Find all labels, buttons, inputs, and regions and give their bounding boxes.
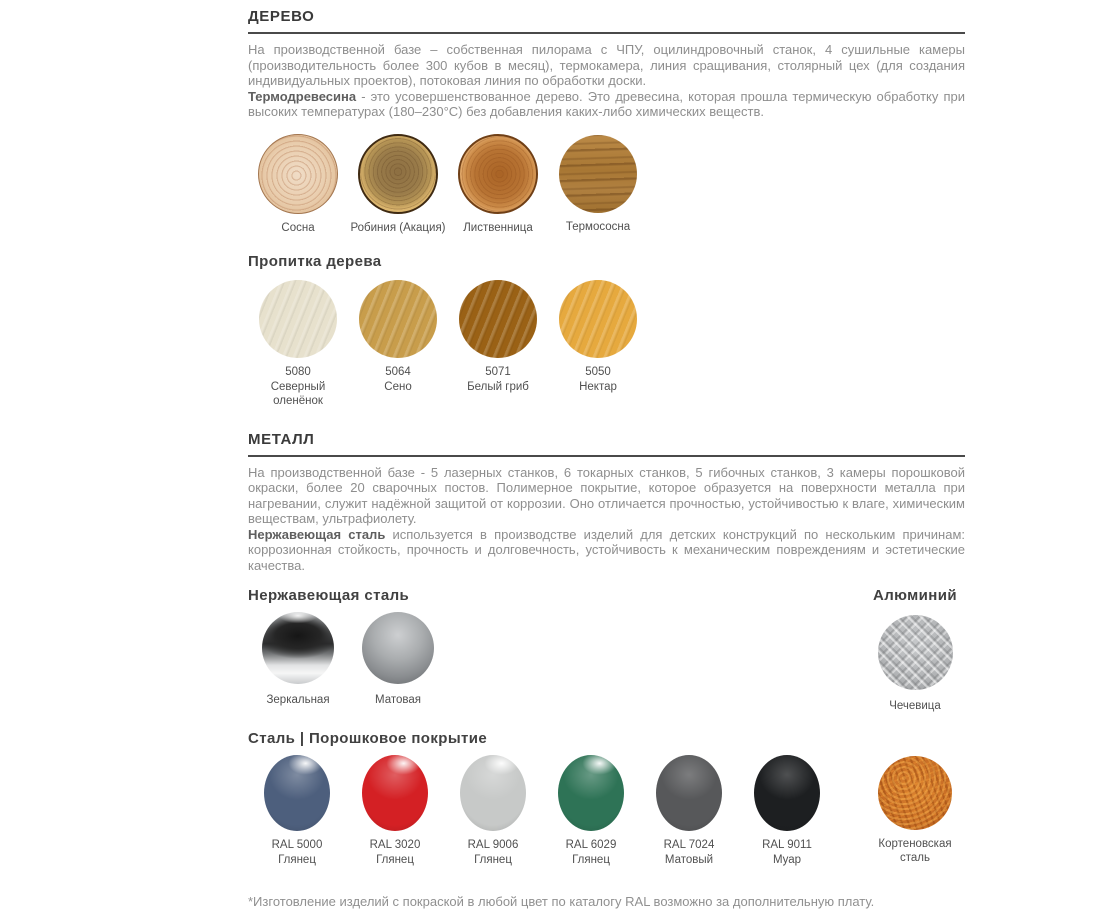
impregnation-color-disc (459, 280, 537, 358)
wood-sample-robinia (348, 134, 448, 236)
stainless-sample-label: Зеркальная (266, 694, 330, 707)
pine-cross-section-image (258, 134, 338, 214)
larch-cross-section-image (458, 134, 538, 214)
powder-coating-title: Сталь | Порошковое покрытие (248, 729, 488, 747)
stainless-sample-matte (348, 612, 448, 708)
metal-section-title: МЕТАЛЛ (248, 431, 965, 457)
powder-colors-row (248, 755, 965, 868)
catalog-page (248, 8, 965, 909)
impregnation-label: 5064 Сено (384, 366, 412, 394)
ral-color-sphere (264, 755, 330, 831)
wood-sample-label: Термососна (565, 220, 631, 233)
impregnation-swatch-5080 (248, 280, 348, 408)
corten-label: Кортеновская сталь (878, 837, 952, 864)
metal-intro-paragraph: На производственной базе - 5 лазерных станков, 6 токарных станков, 5 гибочных станков, 3 камеры порошковой окраски, более 20 сварочных постов. Полимерное покрытие, которое образуется на поверхности металла при нагревании, служит надёжной защитой от коррозии. Оно отличается прочностью, устойчивостью к влаге, химическим веществам, ультрафиолету. (248, 464, 965, 527)
ral-label: RAL 9006 Глянец (467, 838, 519, 866)
ral-color-sphere (362, 755, 428, 831)
wood-sample-label: Лиственница (463, 221, 533, 234)
impregnation-swatch-5050 (548, 280, 648, 395)
stainless-paragraph (248, 527, 965, 574)
matte-steel-sphere-image (362, 612, 434, 684)
impregnation-color-disc (359, 280, 437, 358)
aluminum-group (865, 587, 965, 714)
wood-species-row (248, 134, 965, 236)
ral-label: RAL 9011 Муар (762, 838, 812, 866)
stainless-lead-text: Нержавеющая сталь (248, 526, 386, 542)
ral-swatch-5000 (248, 755, 346, 868)
thermo-body-text: - это усовершенствованное дерево. Это древесина, которая прошла термическую обработку при высоких температурах (180–230°C) без добавления каких-либо химических веществ. (248, 88, 965, 119)
robinia-cross-section-image (358, 134, 438, 214)
stainless-sample-mirror (248, 612, 348, 708)
impregnation-swatch-5064 (348, 280, 448, 395)
wood-intro-paragraph: На производственной базе – собственная пилорама с ЧПУ, оцилиндровочный станок, 4 сушильные камеры (производительность более 300 кубов в месяц), термокамера, линия сращивания, столярный цех (для создания индивидуальных проектов), потоковая линия по обработки доски. (248, 42, 965, 88)
ral-swatch-6029 (542, 755, 640, 868)
ral-label: RAL 3020 Глянец (369, 838, 421, 866)
ral-label: RAL 5000 Глянец (271, 838, 323, 866)
wood-sample-thermopine (548, 134, 648, 235)
metal-section (248, 431, 965, 868)
aluminum-checkerplate-image (878, 615, 953, 690)
mirror-steel-sphere-image (262, 612, 334, 684)
wood-sample-pine (248, 134, 348, 236)
stainless-samples-row (248, 612, 448, 708)
ral-color-sphere (460, 755, 526, 831)
ral-color-sphere (656, 755, 722, 831)
wood-sample-label: Сосна (281, 221, 315, 234)
stainless-body-text: используется в производстве изделий для детских конструкций по нескольким причинам: коррозионная стойкость, прочность и долговечность, устойчивость к механическим повреждениям и эстетические качества. (248, 526, 965, 573)
ral-swatch-9006 (444, 755, 542, 868)
stainless-group (248, 587, 448, 708)
ral-color-sphere (754, 755, 820, 831)
aluminum-title: Алюминий (873, 587, 957, 605)
impregnation-label: 5071 Белый гриб (467, 366, 529, 394)
wood-section (248, 8, 965, 409)
wood-sample-larch (448, 134, 548, 236)
wood-sample-label: Робиния (Акация) (350, 221, 446, 234)
ral-label: RAL 7024 Матовый (663, 838, 715, 866)
impregnation-color-disc (259, 280, 337, 358)
ral-swatch-9011 (738, 755, 836, 868)
impregnation-row (248, 280, 965, 408)
ral-label: RAL 6029 Глянец (565, 838, 617, 866)
wood-thermo-paragraph (248, 89, 965, 120)
corten-steel-image (878, 756, 952, 830)
thermopine-texture-image (559, 135, 637, 213)
stainless-sample-label: Матовая (375, 694, 421, 707)
impregnation-label: 5080 Северный оленёнок (270, 366, 326, 407)
impregnation-color-disc (559, 280, 637, 358)
thermo-lead-text: Термодревесина (248, 88, 357, 104)
wood-section-title: ДЕРЕВО (248, 8, 965, 34)
ral-spheres-group (248, 755, 836, 868)
corten-steel-swatch (865, 755, 965, 866)
ral-swatch-3020 (346, 755, 444, 868)
stainless-title: Нержавеющая сталь (248, 587, 410, 605)
ral-swatch-7024 (640, 755, 738, 868)
ral-color-sphere (558, 755, 624, 831)
ral-footnote: *Изготовление изделий с покраской в любой цвет по каталогу RAL возможно за дополнительную плату. (248, 893, 875, 909)
stainless-aluminum-row (248, 587, 965, 714)
impregnation-title: Пропитка дерева (248, 253, 382, 271)
impregnation-label: 5050 Нектар (579, 366, 617, 394)
aluminum-sample-label: Чечевица (889, 700, 941, 713)
impregnation-swatch-5071 (448, 280, 548, 395)
